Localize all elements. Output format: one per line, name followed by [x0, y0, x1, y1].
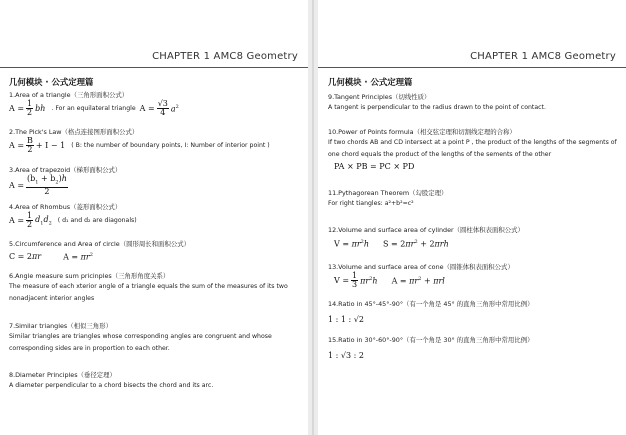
- item-title: 6.Angle measure sum pricinples（三角形角度关系）: [9, 272, 170, 280]
- ratio-45-formula: 1 : 1 : √2: [328, 315, 364, 324]
- formula-item-6: [9, 272, 303, 304]
- formula-item-5: [9, 240, 303, 262]
- section-title: 几何模块 · 公式定理篇: [9, 77, 94, 87]
- formula-item-10: [328, 128, 622, 171]
- formula-item-1: [9, 91, 303, 117]
- item-title: 7.Similar triangles（相似三角形）: [9, 322, 112, 330]
- item-text: A tangent is perpendicular to the radius drawn to the point of contact.: [328, 104, 546, 111]
- picks-law-formula: A = $\frac{B}{2}$ + I − 1 ( B: the number of boundary points, I: Number of interior point ): [9, 136, 270, 154]
- formula-item-11: [328, 189, 622, 210]
- formula-item-4: [9, 203, 303, 229]
- item-title: 5.Circumference and Area of circle（圆形周长和面积公式）: [9, 240, 191, 248]
- page-header: [318, 48, 626, 68]
- item-title: 12.Volume and surface area of cylinder（圆柱体积表面积公式）: [328, 226, 524, 234]
- formula-item-15: [328, 336, 622, 360]
- item-title: 11.Pythagorean Theorem（勾股定理）: [328, 189, 448, 197]
- item-text: A diameter perpendicular to a chord bisects the chord and its arc.: [9, 382, 214, 389]
- trapezoid-area-formula: A = $\frac{(b_1 + b_2)h}{2}$: [9, 174, 67, 196]
- formula-item-8: [9, 371, 303, 392]
- formula-item-3: [9, 166, 303, 196]
- formula-note: . For an equilateral triangle: [51, 105, 136, 112]
- item-title: 8.Diameter Principles（垂径定理）: [9, 371, 116, 379]
- item-text: The measure of each xterior angle of a triangle equals the sum of the measures of its two nonadjacent interior angles: [9, 283, 288, 302]
- item-title: 13.Volume and surface area of cone（圆锥体积表面积公式）: [328, 263, 514, 271]
- item-title: 1.Area of a triangle（三角形面积公式）: [9, 91, 129, 99]
- chapter-title: CHAPTER 1 AMC8 Geometry: [152, 51, 298, 62]
- formula-item-14: [328, 300, 622, 324]
- triangle-area-formula: A = $\frac{1}{2}$ bh . For an equilateral triangle A = $\frac{√3}{4}$ $a^2$: [9, 99, 179, 117]
- item-title: 3.Area of trapezoid（梯形面积公式）: [9, 166, 122, 174]
- power-of-point-formula: PA × PB = PC × PD: [334, 162, 415, 171]
- section-title: 几何模块 · 公式定理篇: [328, 77, 413, 87]
- item-title: 14.Ratio in 45°-45°-90°（有一个角是 45° 的直角三角形中常用比例）: [328, 300, 534, 308]
- item-title: 2.The Pick's Law（格点连接图形面积公式）: [9, 128, 139, 136]
- item-text: If two chords AB and CD intersect at a point P , the product of the lengths of the segments of one chord equals the product of the lengths of the sements of the other: [328, 139, 617, 158]
- formula-item-7: [9, 322, 303, 354]
- formula-note: ( d₁ and d₂ are diagonals): [57, 217, 137, 224]
- left-page: [0, 0, 308, 435]
- item-text: For right tiangles: a²+b²=c²: [328, 200, 414, 207]
- item-title: 9.Tangent Principles（切线性质）: [328, 93, 431, 101]
- formula-item-9: [328, 93, 622, 114]
- formula-item-13: [328, 263, 622, 289]
- item-text: Similar triangles are triangles whose corresponding angles are congruent and whose corresponding sides are in proportion to each other.: [9, 333, 272, 352]
- circle-formulas: C = 2πr $A = \pi r^2$: [9, 252, 93, 262]
- formula-item-12: [328, 226, 622, 249]
- item-title: 4.Area of Rhombus（菱形面积公式）: [9, 203, 122, 211]
- formula-item-2: [9, 128, 303, 154]
- right-page: [318, 0, 626, 435]
- cone-formulas: V = $\frac{1}{3}$ $\pi r^2h$ $A = \pi r^2 + \pi rl$: [334, 271, 445, 289]
- item-title: 15.Ratio in 30°-60°-90°（有一个角是 30° 的直角三角形中常用比例）: [328, 336, 534, 344]
- item-title: 10.Power of Points formula（相交弦定理和切割线定理的合称）: [328, 128, 516, 136]
- formula-note: ( B: the number of boundary points, I: Number of interior point ): [71, 142, 270, 149]
- cylinder-formulas: $V = \pi r^2h$ $S = 2\pi r^2 + 2\pi rh$: [334, 239, 449, 249]
- page-gutter: [312, 0, 314, 435]
- ratio-30-formula: 1 : √3 : 2: [328, 351, 364, 360]
- page-header: [0, 48, 308, 68]
- rhombus-area-formula: A = $\frac{1}{2}$ $d_1d_2$ ( d₁ and d₂ are diagonals): [9, 211, 137, 229]
- chapter-title: CHAPTER 1 AMC8 Geometry: [470, 51, 616, 62]
